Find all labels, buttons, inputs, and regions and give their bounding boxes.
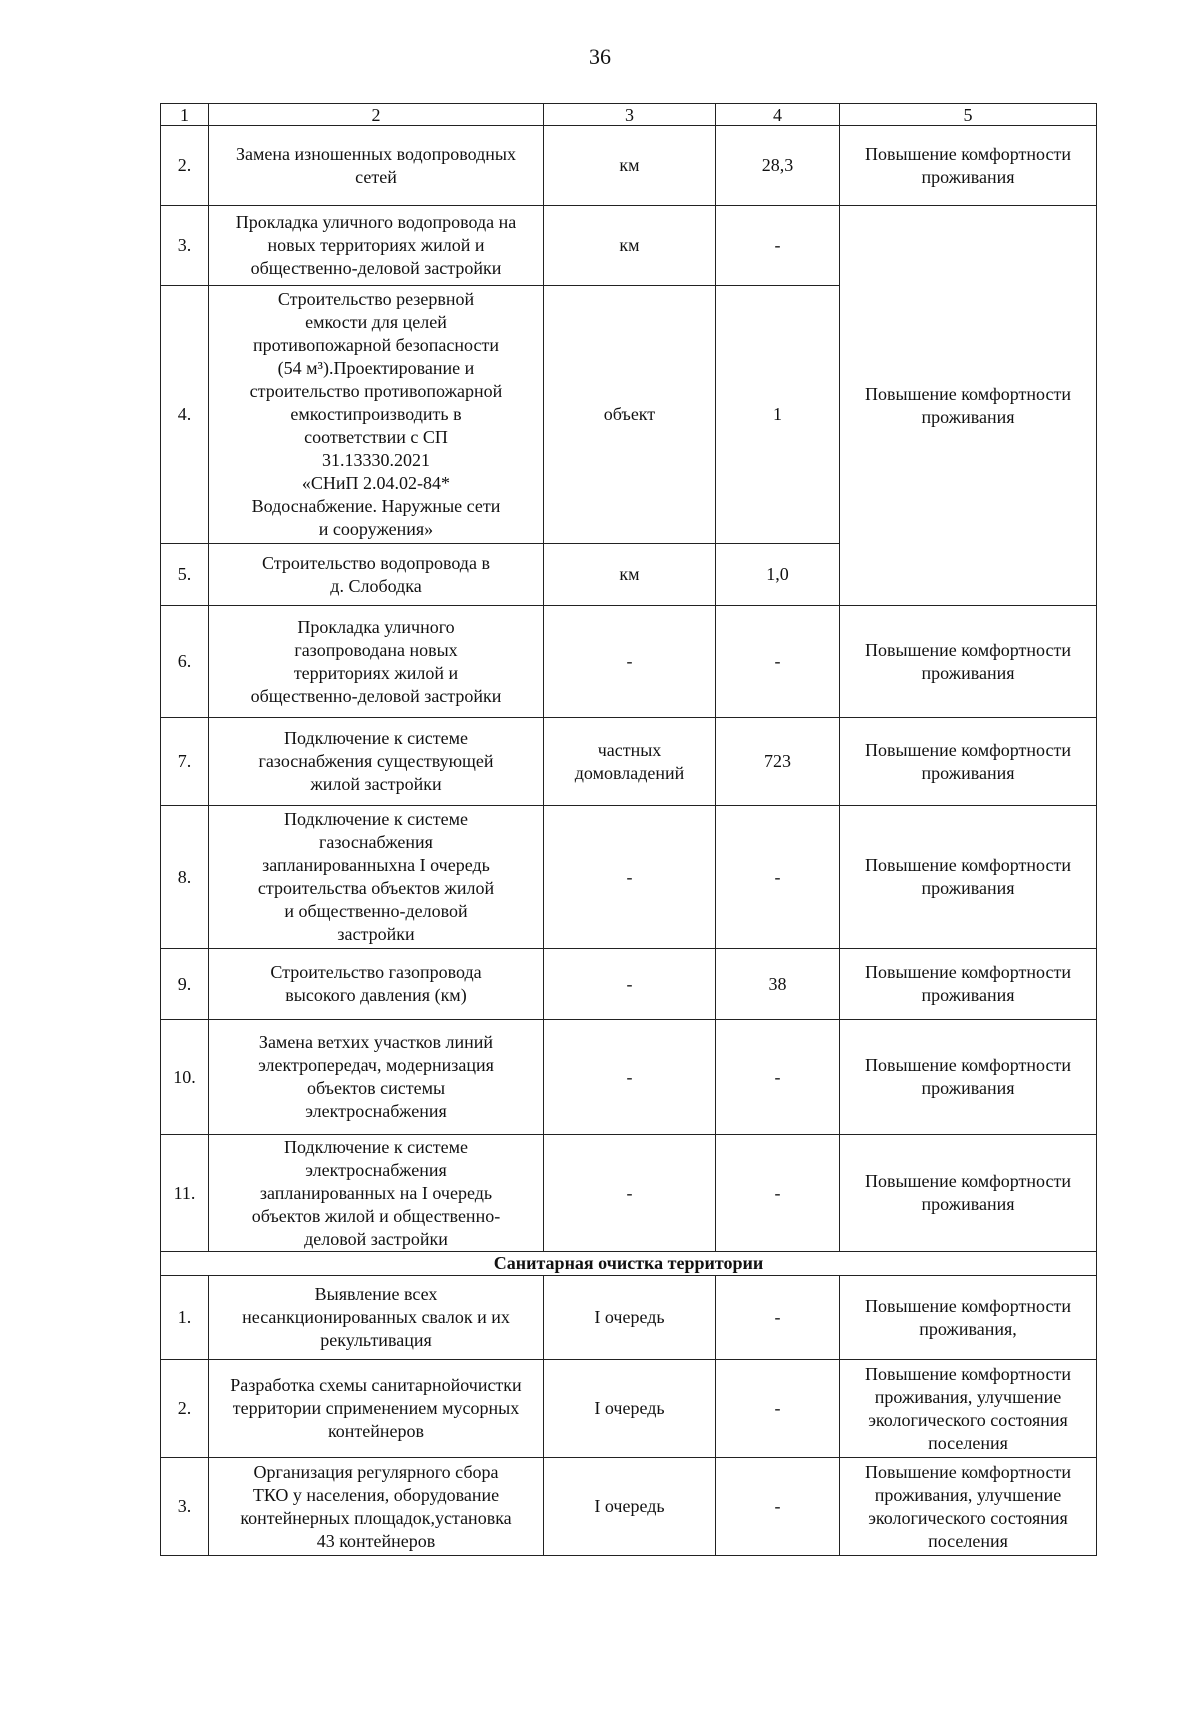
table-row <box>161 1020 1097 1135</box>
row-number: 2. <box>161 126 209 206</box>
measure-name: Разработка схемы санитарнойочистки территории сприменением мусорных контейнеров <box>209 1360 544 1458</box>
table-row <box>161 949 1097 1020</box>
table-row <box>161 126 1097 206</box>
measures-table <box>160 103 1097 1556</box>
measure-unit: км <box>544 544 716 606</box>
measure-value: - <box>716 1360 840 1458</box>
column-number-row <box>161 104 1097 126</box>
measure-name: Подключение к системе газоснабжения существующей жилой застройки <box>209 718 544 806</box>
measure-unit: - <box>544 1020 716 1135</box>
measure-value: 1 <box>716 286 840 544</box>
table-row <box>161 806 1097 949</box>
measure-purpose: Повышение комфортности проживания <box>840 126 1097 206</box>
measure-name: Организация регулярного сбора ТКО у населения, оборудование контейнерных площадок,установка 43 контейнеров <box>209 1458 544 1556</box>
row-number: 5. <box>161 544 209 606</box>
measure-name: Строительство водопровода в д. Слободка <box>209 544 544 606</box>
section-title: Санитарная очистка территории <box>161 1252 1097 1276</box>
row-number: 1. <box>161 1276 209 1360</box>
table-row <box>161 1276 1097 1360</box>
measure-value: - <box>716 606 840 718</box>
measure-purpose: Повышение комфортности проживания, улучшение экологического состояния поселения <box>840 1458 1097 1556</box>
measure-name: Прокладка уличного газопроводана новых территориях жилой и общественно-деловой застройки <box>209 606 544 718</box>
table-row <box>161 1360 1097 1458</box>
table-row <box>161 718 1097 806</box>
measure-name: Выявление всех несанкционированных свалок и их рекультивация <box>209 1276 544 1360</box>
measure-name: Прокладка уличного водопровода на новых территориях жилой и общественно-деловой застройки <box>209 206 544 286</box>
measure-purpose: Повышение комфортности проживания <box>840 1135 1097 1252</box>
row-number: 9. <box>161 949 209 1020</box>
row-number: 2. <box>161 1360 209 1458</box>
measure-value: - <box>716 1458 840 1556</box>
measure-value: 1,0 <box>716 544 840 606</box>
measure-value: 38 <box>716 949 840 1020</box>
column-number: 1 <box>161 104 209 126</box>
column-number: 3 <box>544 104 716 126</box>
measure-value: - <box>716 1020 840 1135</box>
measure-purpose: Повышение комфортности проживания <box>840 949 1097 1020</box>
table-row <box>161 606 1097 718</box>
measure-value: 28,3 <box>716 126 840 206</box>
measure-unit: - <box>544 606 716 718</box>
measure-unit: I очередь <box>544 1458 716 1556</box>
measure-purpose: Повышение комфортности проживания, <box>840 1276 1097 1360</box>
column-number: 2 <box>209 104 544 126</box>
measure-unit: частных домовладений <box>544 718 716 806</box>
measure-unit: - <box>544 949 716 1020</box>
measure-purpose: Повышение комфортности проживания, улучшение экологического состояния поселения <box>840 1360 1097 1458</box>
measure-purpose: Повышение комфортности проживания <box>840 718 1097 806</box>
measure-name: Замена изношенных водопроводных сетей <box>209 126 544 206</box>
row-number: 4. <box>161 286 209 544</box>
table-row <box>161 1135 1097 1252</box>
table-row <box>161 1458 1097 1556</box>
page-number: 36 <box>589 44 611 69</box>
measure-purpose: Повышение комфортности проживания <box>840 1020 1097 1135</box>
measure-unit: км <box>544 126 716 206</box>
row-number: 6. <box>161 606 209 718</box>
measure-unit: объект <box>544 286 716 544</box>
column-number: 4 <box>716 104 840 126</box>
measure-name: Замена ветхих участков линий электропередач, модернизация объектов системы электроснабжения <box>209 1020 544 1135</box>
row-number: 3. <box>161 206 209 286</box>
measure-value: 723 <box>716 718 840 806</box>
measure-unit: - <box>544 806 716 949</box>
row-number: 10. <box>161 1020 209 1135</box>
measure-value: - <box>716 1276 840 1360</box>
measure-unit: I очередь <box>544 1360 716 1458</box>
measure-unit: км <box>544 206 716 286</box>
table-row <box>161 206 1097 286</box>
measure-value: - <box>716 806 840 949</box>
column-number: 5 <box>840 104 1097 126</box>
measure-purpose: Повышение комфортности проживания <box>840 206 1097 606</box>
measure-purpose: Повышение комфортности проживания <box>840 806 1097 949</box>
row-number: 8. <box>161 806 209 949</box>
measure-unit: - <box>544 1135 716 1252</box>
row-number: 11. <box>161 1135 209 1252</box>
measure-value: - <box>716 1135 840 1252</box>
measure-value: - <box>716 206 840 286</box>
measure-unit: I очередь <box>544 1276 716 1360</box>
section-row <box>161 1252 1097 1276</box>
measure-name: Подключение к системе газоснабжения запланированныхна I очередь строительства объектов жилой и общественно-деловой застройки <box>209 806 544 949</box>
measure-purpose: Повышение комфортности проживания <box>840 606 1097 718</box>
measure-name: Подключение к системе электроснабжения запланированных на I очередь объектов жилой и общественно- деловой застройки <box>209 1135 544 1252</box>
measure-name: Строительство газопровода высокого давления (км) <box>209 949 544 1020</box>
measure-name: Строительство резервной емкости для целей противопожарной безопасности (54 м³).Проектирование и строительство противопожарной емкостипроизводить в соответствии с СП 31.13330.2021 «СНиП 2.04.02-84* Водоснабжение. Наружные сети и сооружения» <box>209 286 544 544</box>
row-number: 3. <box>161 1458 209 1556</box>
row-number: 7. <box>161 718 209 806</box>
